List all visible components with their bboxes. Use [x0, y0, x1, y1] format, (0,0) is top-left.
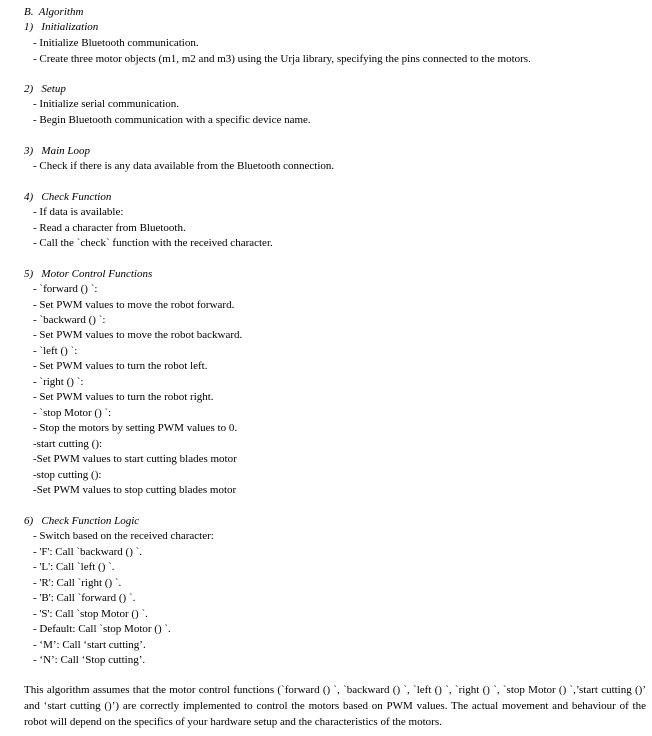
algorithm-step: - `forward () `:: [33, 283, 98, 295]
section-heading: 2) Setup: [24, 83, 66, 95]
algorithm-step: - `stop Motor () `:: [33, 407, 112, 419]
algorithm-step: - `right () `:: [33, 376, 84, 388]
algorithm-step: - ‘N’: Call ‘Stop cutting’.: [33, 654, 146, 666]
algorithm-step: - 'B': Call `forward () `.: [33, 592, 136, 604]
algorithm-step: - Set PWM values to turn the robot left.: [33, 360, 208, 372]
algorithm-step: - Stop the motors by setting PWM values to 0.: [33, 422, 238, 434]
algorithm-step: - Default: Call `stop Motor () `.: [33, 623, 171, 635]
section-heading: B. Algorithm: [24, 6, 84, 18]
algorithm-step: - Initialize Bluetooth communication.: [33, 37, 199, 49]
algorithm-step: - 'S': Call `stop Motor () `.: [33, 608, 148, 620]
algorithm-step: - Set PWM values to move the robot forward.: [33, 299, 235, 311]
algorithm-step: - Initialize serial communication.: [33, 98, 180, 110]
closing-paragraph: This algorithm assumes that the motor control functions (`forward () `, `backward () `, `left () `, `right () `, `stop Motor () `,’start cutting ()’ and ‘start cutting ()’) are correctly implemented to control the motors based on PWM values. The actual movement and behaviour of the robot will depend on the specifics of your hardware setup and the characteristics of the motors.: [24, 684, 646, 728]
algorithm-step: - Begin Bluetooth communication with a specific device name.: [33, 114, 311, 126]
algorithm-step: - Read a character from Bluetooth.: [33, 222, 186, 234]
algorithm-step: - Set PWM values to turn the robot right.: [33, 391, 214, 403]
algorithm-step: - If data is available:: [33, 206, 124, 218]
algorithm-step: - Call the `check` function with the received character.: [33, 237, 273, 249]
algorithm-step: - Check if there is any data available from the Bluetooth connection.: [33, 160, 335, 172]
algorithm-step: - 'R': Call `right () `.: [33, 577, 122, 589]
algorithm-step: - Set PWM values to move the robot backward.: [33, 329, 243, 341]
algorithm-step: - Create three motor objects (m1, m2 and m3) using the Urja library, specifying the pins connected to the motors.: [33, 53, 531, 65]
algorithm-step: - ‘M’: Call ‘start cutting’.: [33, 639, 146, 651]
section-heading: 1) Initialization: [24, 21, 99, 33]
algorithm-step: - 'F': Call `backward () `.: [33, 546, 143, 558]
section-heading: 4) Check Function: [24, 191, 112, 203]
algorithm-step: -start cutting ():: [33, 438, 103, 450]
algorithm-step: -stop cutting ():: [33, 469, 102, 481]
algorithm-step: - 'L': Call `left () `.: [33, 561, 115, 573]
algorithm-step: - Switch based on the received character:: [33, 530, 214, 542]
section-heading: 3) Main Loop: [24, 145, 90, 157]
algorithm-step: - `backward () `:: [33, 314, 106, 326]
algorithm-step: -Set PWM values to start cutting blades motor: [33, 453, 237, 465]
algorithm-step: -Set PWM values to stop cutting blades motor: [33, 484, 237, 496]
section-heading: 5) Motor Control Functions: [24, 268, 153, 280]
section-heading: 6) Check Function Logic: [24, 515, 140, 527]
algorithm-step: - `left () `:: [33, 345, 78, 357]
